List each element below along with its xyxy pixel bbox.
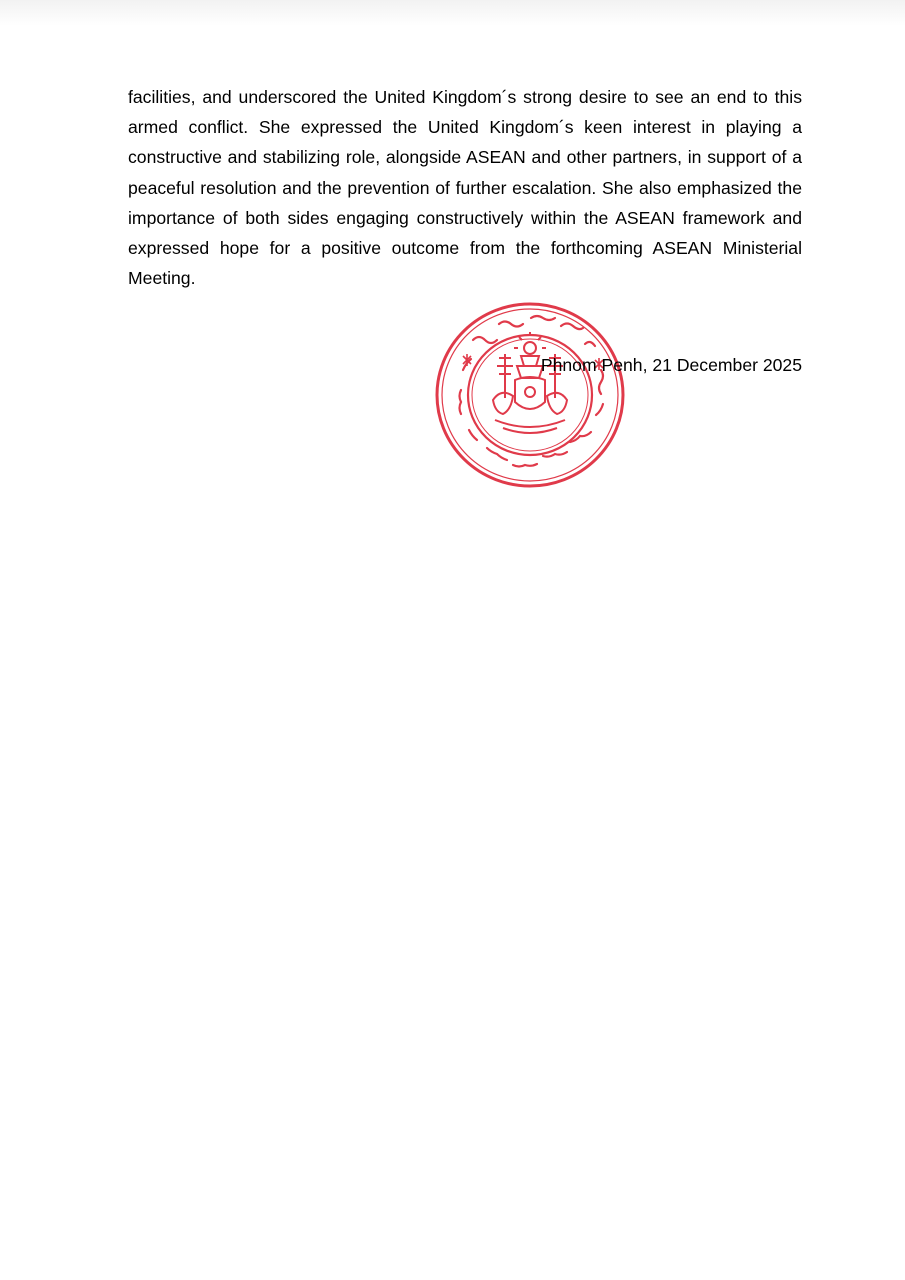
page-top-edge (0, 0, 905, 26)
official-seal-icon (433, 300, 629, 490)
place-and-date: Phnom Penh, 21 December 2025 (540, 355, 802, 375)
statement-body (128, 82, 802, 293)
statement-paragraph: facilities, and underscored the United Kingdom´s strong desire to see an end to this armed conflict. She expressed the United Kingdom´s keen interest in playing a constructive and stabilizing role, alongside ASEAN and other partners, in support of a peaceful resolution and the prevention of further escalation. She also emphasized the importance of both sides engaging constructively within the ASEAN framework and expressed hope for a positive outcome from the forthcoming ASEAN Ministerial Meeting. (128, 87, 802, 289)
